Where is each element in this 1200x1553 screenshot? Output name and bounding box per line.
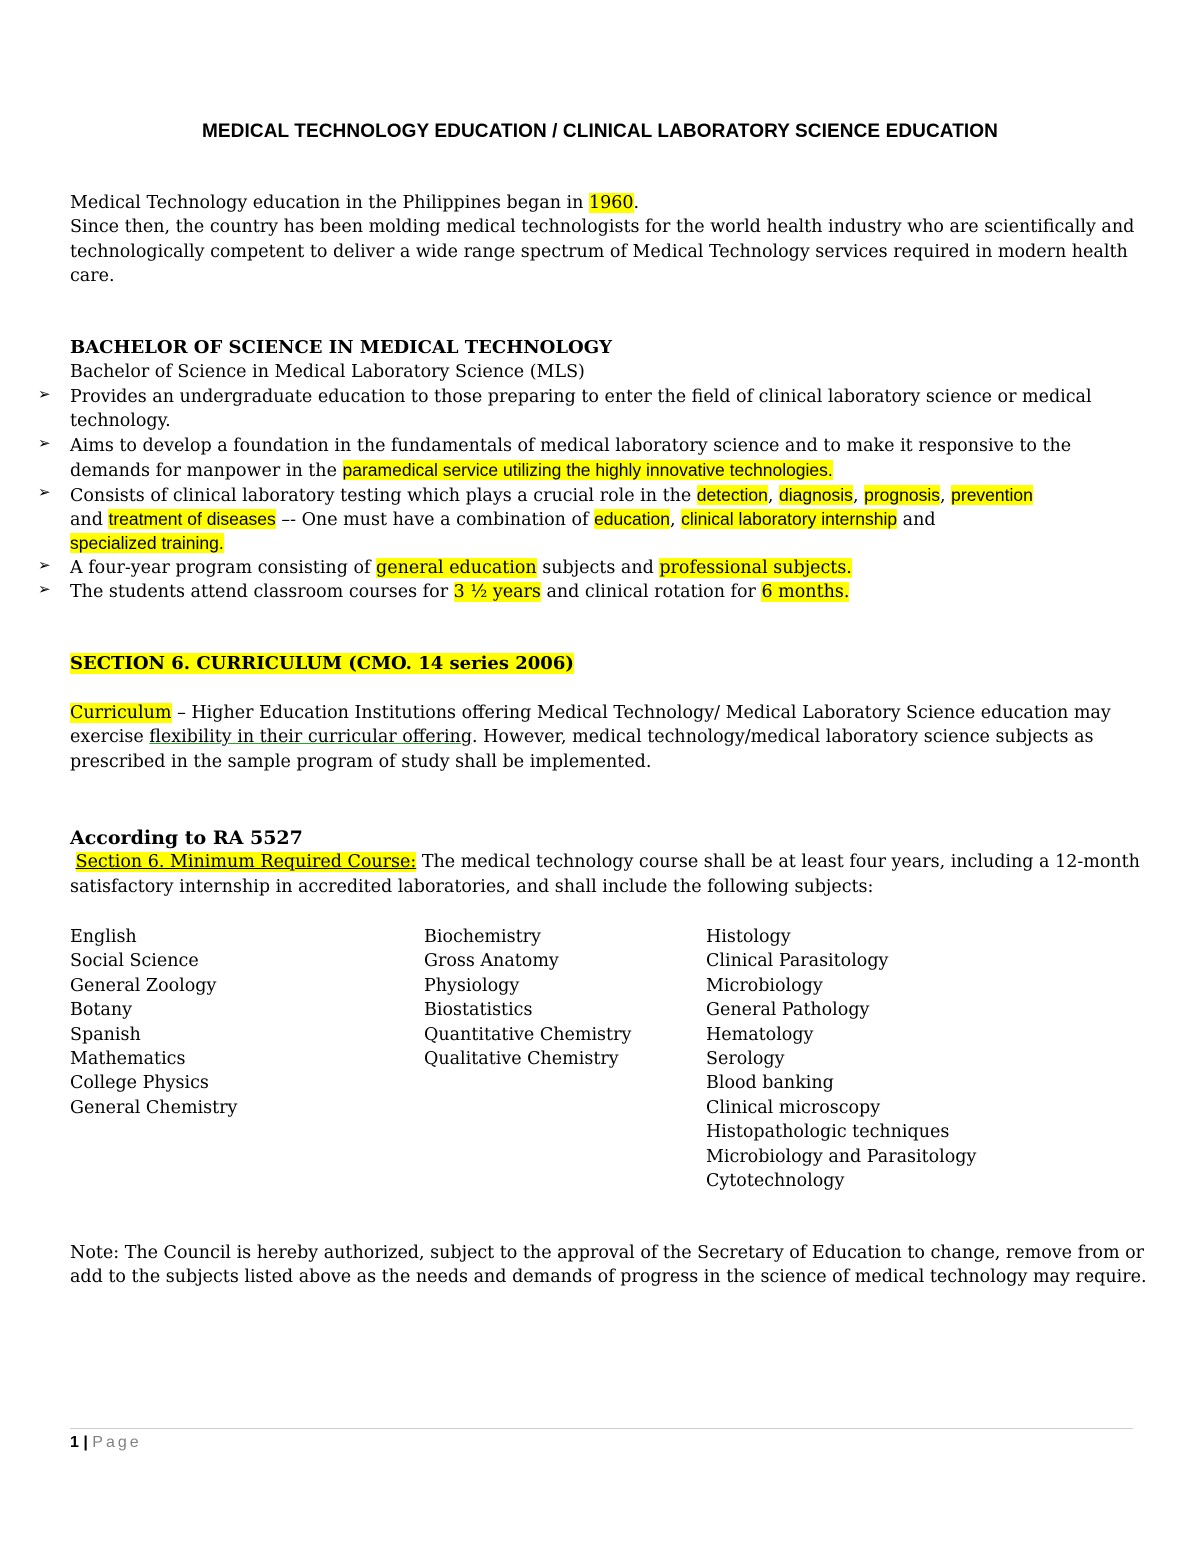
highlight: diagnosis	[778, 484, 853, 505]
subject-item: General Pathology	[706, 1000, 870, 1021]
subjects-column-1	[70, 925, 237, 1120]
subject-item: Cytotechnology	[706, 1170, 845, 1191]
highlight: treatment of diseases	[108, 508, 276, 529]
subject-item: General Zoology	[70, 975, 217, 996]
intro-line: technologically competent to deliver a wide range spectrum of Medical Technology services required in modern health	[70, 241, 1128, 262]
page-footer	[70, 1434, 142, 1452]
section-heading: According to RA 5527	[70, 827, 303, 849]
footer-divider	[70, 1428, 1133, 1429]
intro-line: care.	[70, 266, 115, 287]
subject-item: Serology	[706, 1048, 785, 1069]
highlight: professional subjects.	[659, 557, 852, 578]
highlight: prognosis	[864, 484, 940, 505]
subject-item: Mathematics	[70, 1048, 186, 1069]
highlight: education	[594, 508, 670, 529]
subject-item: Histopathologic techniques	[706, 1122, 950, 1143]
page-number: 1	[70, 1434, 79, 1451]
subject-item: Biochemistry	[424, 927, 541, 947]
highlight: 3 ½ years	[453, 582, 541, 603]
subject-item: Biostatistics	[424, 1000, 533, 1021]
arrow-bullet-icon: ➢	[38, 433, 51, 452]
section-subheading: Bachelor of Science in Medical Laboratory Science (MLS)	[70, 362, 585, 383]
page-title: MEDICAL TECHNOLOGY EDUCATION / CLINICAL LABORATORY SCIENCE EDUCATION	[201, 121, 999, 142]
grammar-underline: flexibility in their curricular offering	[149, 727, 473, 748]
subject-item: Qualitative Chemistry	[424, 1048, 619, 1069]
list-item: ➢ Consists of clinical laboratory testing which plays a crucial role in the detection, diagnosis, prognosis, prevention and treatment of diseases –- One must have a combination of education, clinical laboratory internship and specialized training.	[38, 482, 1033, 554]
list-item: ➢ Provides an undergraduate education to those preparing to enter the field of clinical laboratory science or medical technology.	[38, 385, 1092, 432]
highlight: 6 months.	[761, 582, 850, 603]
intro-line: Medical Technology education in the Philippines began in 1960.	[70, 193, 640, 213]
arrow-bullet-icon: ➢	[38, 482, 51, 501]
curriculum-section	[70, 652, 1140, 676]
subject-item: Spanish	[70, 1024, 141, 1045]
page-label: Page	[92, 1434, 142, 1451]
subject-item: Hematology	[706, 1024, 814, 1045]
ra-section: According to RA 5527 Section 6. Minimum Required Course: The medical technology course shall be at least four years, including a 12-month satisfactory internship in accredited laboratories, and shall include the following subjects:	[70, 827, 1140, 897]
highlight-year: 1960	[588, 193, 634, 213]
subject-item: Microbiology and Parasitology	[706, 1146, 977, 1167]
subject-item: Gross Anatomy	[424, 951, 559, 972]
arrow-bullet-icon: ➢	[38, 555, 51, 574]
subject-item: Botany	[70, 1000, 133, 1021]
section-heading: BACHELOR OF SCIENCE IN MEDICAL TECHNOLOGY	[70, 337, 612, 358]
subject-item: Microbiology	[706, 975, 823, 996]
arrow-bullet-icon: ➢	[38, 580, 51, 599]
subject-item: Blood banking	[706, 1073, 834, 1094]
highlight: paramedical service utilizing the highly innovative technologies.	[342, 460, 833, 481]
intro-paragraph	[70, 191, 1140, 289]
highlight: clinical laboratory internship	[681, 508, 898, 529]
note-paragraph: Note: The Council is hereby authorized, subject to the approval of the Secretary of Education to change, remove from or add to the subjects listed above as the needs and demands of progress in the science of medical technology may require.	[70, 1243, 1147, 1288]
subject-item: Physiology	[424, 975, 520, 996]
subject-item: Social Science	[70, 951, 199, 972]
subject-item: English	[70, 927, 137, 947]
subject-item: General Chemistry	[70, 1097, 238, 1118]
highlight: Curriculum	[70, 703, 172, 723]
bsmt-bullet-list	[0, 385, 1140, 605]
subjects-column-3	[706, 925, 976, 1193]
highlight: general education	[376, 557, 537, 578]
highlight: prevention	[951, 484, 1033, 505]
intro-line: Since then, the country has been molding medical technologists for the world health industry who are scientifically and	[70, 217, 1135, 238]
curriculum-paragraph: Curriculum – Higher Education Institutions offering Medical Technology/ Medical Laboratory Science education may exercise flexibility in their curricular offering. However, medical technology/medical laboratory science subjects as prescribed in the sample program of study shall be implemented.	[70, 703, 1111, 772]
list-item: ➢ Aims to develop a foundation in the fundamentals of medical laboratory science and to make it responsive to the demands for manpower in the paramedical service utilizing the highly innovative technologies.	[38, 433, 1072, 482]
subject-item: Quantitative Chemistry	[424, 1024, 632, 1045]
subject-item: Histology	[706, 927, 791, 947]
subject-item: College Physics	[70, 1073, 209, 1094]
list-item: ➢ The students attend classroom courses for 3 ½ years and clinical rotation for 6 months.	[38, 580, 850, 603]
section-heading-highlight: SECTION 6. CURRICULUM (CMO. 14 series 2006)	[70, 653, 574, 674]
subject-item: Clinical Parasitology	[706, 951, 889, 972]
bsmt-section	[70, 336, 1140, 385]
footer-separator: |	[83, 1434, 88, 1451]
subjects-column-2	[424, 925, 631, 1071]
subject-item: Clinical microscopy	[706, 1097, 881, 1118]
highlight-underline: Section 6. Minimum Required Course:	[75, 852, 417, 873]
arrow-bullet-icon: ➢	[38, 385, 51, 403]
list-item: ➢ A four-year program consisting of general education subjects and professional subjects.	[38, 555, 852, 578]
highlight: detection	[696, 484, 768, 505]
highlight: specialized training.	[70, 533, 224, 554]
